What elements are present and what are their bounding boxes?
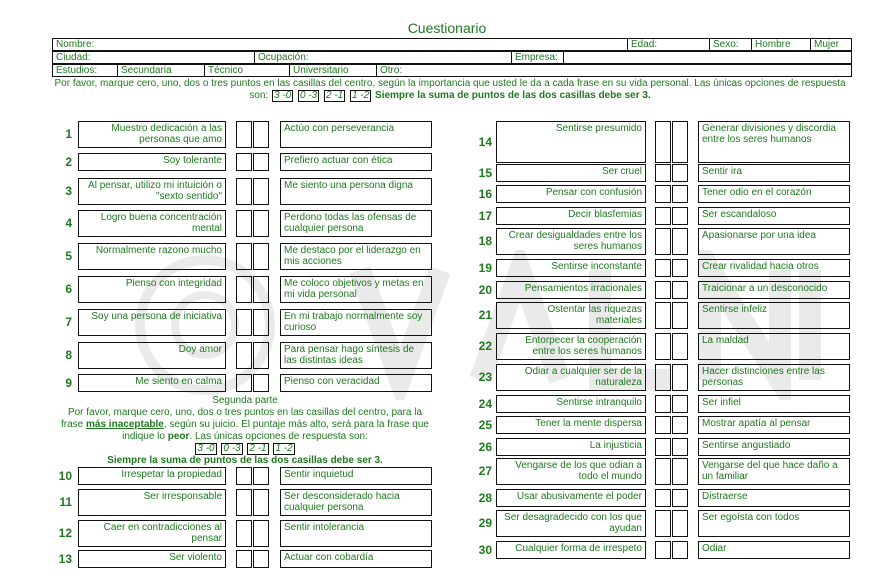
- right-score-box[interactable]: [253, 153, 269, 171]
- item-number: 8: [65, 348, 72, 362]
- left-score-box[interactable]: [236, 178, 252, 205]
- item-right-statement: Apasionarse por una idea: [698, 228, 850, 255]
- item-left-statement: Ostentar las riquezas materiales: [496, 302, 646, 329]
- left-score-box[interactable]: [655, 458, 671, 485]
- left-score-box[interactable]: [655, 416, 671, 434]
- left-score-box[interactable]: [655, 438, 671, 456]
- right-score-box[interactable]: [253, 276, 269, 303]
- item-number: 2: [65, 155, 72, 169]
- part2-l3-post: . Las únicas opciones de respuesta son:: [189, 431, 368, 442]
- item-left-statement: Crear desigualdades entre los seres humanos: [496, 228, 646, 255]
- left-score-box[interactable]: [655, 302, 671, 329]
- item-left-statement: Decir blasfemias: [496, 207, 646, 225]
- item-left-statement: Irrespetar la propiedad: [78, 467, 226, 485]
- left-score-box[interactable]: [236, 309, 252, 336]
- item-right-statement: Prefiero actuar con ética: [280, 153, 432, 171]
- mujer-option[interactable]: Mujer: [811, 39, 852, 51]
- right-score-box[interactable]: [253, 489, 269, 516]
- item-left-statement: Pensar con confusión: [496, 185, 646, 203]
- option-0-3: 0 -3: [299, 90, 318, 101]
- item-left-statement: Al pensar, utilizo mi intuición o "sexto sentido": [78, 178, 226, 205]
- right-score-box[interactable]: [253, 178, 269, 205]
- item-right-statement: Pienso con veracidad: [280, 374, 432, 392]
- item-number: 11: [59, 495, 72, 509]
- edad-field[interactable]: Edad:: [628, 39, 710, 51]
- right-score-box[interactable]: [672, 333, 688, 360]
- item-left-statement: Ser irresponsable: [78, 489, 226, 516]
- item-left-statement: Soy una persona de iniciativa: [78, 309, 226, 336]
- item-number: 16: [478, 187, 492, 201]
- item-number: 28: [478, 491, 492, 505]
- item-number: 1: [65, 127, 72, 141]
- left-score-box[interactable]: [236, 520, 252, 547]
- part2-l2-pre: frase: [61, 419, 87, 430]
- item-left-statement: Sentirse presumido: [496, 121, 646, 163]
- part2-line1: Por favor, marque cero, uno, dos o tres puntos en las casillas del centro, para la: [67, 407, 423, 418]
- left-score-box[interactable]: [236, 210, 252, 237]
- right-score-box[interactable]: [253, 550, 269, 568]
- part2-rule: Siempre la suma de puntos de las dos casillas debe ser 3.: [107, 455, 383, 466]
- item-number: 4: [65, 216, 72, 230]
- item-right-statement: Sentir intolerancia: [280, 520, 432, 547]
- item-left-statement: Caer en contradicciones al pensar: [78, 520, 226, 547]
- secundaria-option[interactable]: Secundaria: [118, 65, 205, 77]
- item-right-statement: Para pensar hago síntesis de las distintas ideas: [280, 342, 432, 369]
- item-number: 24: [478, 397, 492, 411]
- item-left-statement: Me siento en calma: [78, 374, 226, 392]
- item-right-statement: Mostrar apatía al pensar: [698, 416, 850, 434]
- item-left-statement: Soy tolerante: [78, 153, 226, 171]
- item-left-statement: Vengarse de los que odian a todo el mundo: [496, 458, 646, 485]
- left-score-box[interactable]: [655, 489, 671, 507]
- header-row-1: [52, 38, 852, 51]
- item-number: 5: [65, 249, 72, 263]
- right-score-box[interactable]: [672, 510, 688, 537]
- part2-option-1-2: 1 -2: [275, 443, 293, 454]
- item-right-statement: Actúo con perseverancia: [280, 121, 432, 148]
- left-score-box[interactable]: [655, 259, 671, 277]
- right-score-box[interactable]: [253, 342, 269, 369]
- item-left-statement: Entorpecer la cooperación entre los seres humanos: [496, 333, 646, 360]
- item-number: 21: [478, 308, 492, 322]
- part2-l3-pre: indique lo: [122, 431, 168, 442]
- left-score-box[interactable]: [655, 333, 671, 360]
- item-number: 14: [478, 135, 492, 149]
- item-right-statement: La maldad: [698, 333, 850, 360]
- instructions-line2: [20, 90, 880, 102]
- item-left-statement: Usar abusivamente el poder: [496, 489, 646, 507]
- left-score-box[interactable]: [236, 550, 252, 568]
- right-score-box[interactable]: [672, 438, 688, 456]
- right-score-box[interactable]: [672, 458, 688, 485]
- item-number: 26: [478, 440, 492, 454]
- header-row-2: [52, 51, 852, 64]
- item-right-statement: Hacer distinciones entre las personas: [698, 364, 850, 391]
- right-score-box[interactable]: [672, 281, 688, 299]
- right-score-box[interactable]: [253, 210, 269, 237]
- left-score-box[interactable]: [655, 185, 671, 203]
- right-score-box[interactable]: [672, 121, 688, 163]
- item-left-statement: Pienso con integridad: [78, 276, 226, 303]
- item-number: 27: [478, 464, 492, 478]
- tecnico-option[interactable]: Técnico: [205, 65, 290, 77]
- item-number: 12: [58, 526, 72, 540]
- option-1-2: 1 -2: [352, 90, 370, 101]
- item-number: 6: [65, 282, 72, 296]
- left-score-box[interactable]: [655, 364, 671, 391]
- right-score-box[interactable]: [672, 416, 688, 434]
- right-score-box[interactable]: [672, 364, 688, 391]
- left-score-box[interactable]: [655, 510, 671, 537]
- item-number: 17: [478, 209, 492, 223]
- part2-line2: [40, 419, 450, 431]
- nombre-field[interactable]: Nombre:: [53, 39, 628, 51]
- item-left-statement: Ser violento: [78, 550, 226, 568]
- item-right-statement: Sentir inquietud: [280, 467, 432, 485]
- right-score-box[interactable]: [253, 520, 269, 547]
- item-number: 23: [478, 370, 492, 384]
- right-score-box[interactable]: [253, 467, 269, 485]
- instructions-line1: Por favor, marque cero, uno, dos o tres puntos en las casillas del centro, según la importancia que usted le da a cada frase en su vida personal. Las únicas opciones de respuesta: [54, 78, 846, 89]
- header-row-3: [52, 64, 852, 77]
- part2-heading: Segunda parte: [212, 395, 278, 406]
- estudios-label: Estudios:: [53, 65, 118, 77]
- item-left-statement: Cualquier forma de irrespeto: [496, 541, 646, 559]
- right-score-box[interactable]: [253, 309, 269, 336]
- option-2-1: 2 -1: [326, 90, 344, 101]
- right-score-box[interactable]: [672, 259, 688, 277]
- right-score-box[interactable]: [672, 164, 688, 182]
- empresa-label: Empresa:: [512, 52, 564, 64]
- item-left-statement: Tener la mente dispersa: [496, 416, 646, 434]
- part2-emph-inaceptable: más inaceptable: [86, 419, 164, 430]
- left-score-box[interactable]: [236, 276, 252, 303]
- instructions-rule: Siempre la suma de puntos de las dos casillas debe ser 3.: [375, 90, 651, 101]
- item-right-statement: Crear rivalidad hacia otros: [698, 259, 850, 277]
- item-left-statement: Sentirse intranquilo: [496, 395, 646, 413]
- item-right-statement: Odiar: [698, 541, 850, 559]
- item-number: 25: [478, 418, 492, 432]
- item-right-statement: Sentir ira: [698, 164, 850, 182]
- part2-instructions: [40, 395, 450, 467]
- right-score-box[interactable]: [672, 395, 688, 413]
- part2-line3: [40, 431, 450, 443]
- page-title: Cuestionario: [407, 20, 487, 36]
- right-score-box[interactable]: [672, 207, 688, 225]
- item-left-statement: Doy amor: [78, 342, 226, 369]
- item-right-statement: Vengarse del que hace daño a un familiar: [698, 458, 850, 485]
- right-score-box[interactable]: [672, 302, 688, 329]
- option-3-0: 3 -0: [273, 90, 292, 101]
- item-left-statement: Normalmente razono mucho: [78, 243, 226, 270]
- item-left-statement: Muestro dedicación a las personas que amo: [78, 121, 226, 148]
- item-right-statement: Tener odio en el corazón: [698, 185, 850, 203]
- item-right-statement: Actuar con cobardía: [280, 550, 432, 568]
- left-score-box[interactable]: [236, 467, 252, 485]
- hombre-option[interactable]: Hombre: [752, 39, 811, 51]
- ocupacion-field[interactable]: Ocupación:: [255, 52, 512, 64]
- ciudad-field[interactable]: Ciudad:: [53, 52, 255, 64]
- left-score-box[interactable]: [655, 121, 671, 163]
- part2-option-3-0: 3 -0: [197, 443, 215, 454]
- item-left-statement: Sentirse inconstante: [496, 259, 646, 277]
- part2-options: [40, 443, 450, 455]
- item-left-statement: Logro buena concentración mental: [78, 210, 226, 237]
- item-right-statement: Sentirse angustiado: [698, 438, 850, 456]
- item-number: 7: [65, 315, 72, 329]
- item-right-statement: Me siento una persona digna: [280, 178, 432, 205]
- item-right-statement: En mi trabajo normalmente soy curioso: [280, 309, 432, 336]
- item-number: 29: [478, 516, 492, 530]
- right-score-box[interactable]: [672, 228, 688, 255]
- item-number: 22: [478, 339, 492, 353]
- universitario-option[interactable]: Universitario: [290, 65, 377, 77]
- left-score-box[interactable]: [236, 153, 252, 171]
- item-number: 20: [478, 283, 492, 297]
- item-left-statement: Pensamientos irracionales: [496, 281, 646, 299]
- item-left-statement: Odiar a cualquier ser de la naturaleza: [496, 364, 646, 391]
- item-right-statement: Ser desconsiderado hacia cualquier persona: [280, 489, 432, 516]
- left-score-box[interactable]: [236, 342, 252, 369]
- item-right-statement: Me destaco por el liderazgo en mis acciones: [280, 243, 432, 270]
- item-number: 30: [478, 543, 492, 557]
- left-score-box[interactable]: [655, 281, 671, 299]
- part2-emph-peor: peor: [167, 431, 190, 442]
- item-number: 18: [478, 234, 492, 248]
- part2-option-2-1: 2 -1: [249, 443, 267, 454]
- left-score-box[interactable]: [655, 395, 671, 413]
- item-number: 9: [65, 376, 72, 390]
- item-right-statement: Ser egoísta con todos: [698, 510, 850, 537]
- item-right-statement: Traicionar a un desconocido: [698, 281, 850, 299]
- item-left-statement: Ser cruel: [496, 164, 646, 182]
- item-right-statement: Generar divisiones y discordia entre los seres humanos: [698, 121, 850, 163]
- left-score-box[interactable]: [655, 541, 671, 559]
- left-score-box[interactable]: [655, 164, 671, 182]
- part2-l2-post: , según su juicio. El puntaje más alto, será para la frase que: [163, 419, 429, 430]
- left-score-box[interactable]: [236, 489, 252, 516]
- item-right-statement: Distraerse: [698, 489, 850, 507]
- left-score-box[interactable]: [655, 207, 671, 225]
- sexo-label: Sexo:: [710, 39, 752, 51]
- left-score-box[interactable]: [655, 228, 671, 255]
- right-score-box[interactable]: [672, 185, 688, 203]
- right-score-box[interactable]: [253, 121, 269, 148]
- item-number: 19: [478, 261, 492, 275]
- item-right-statement: Perdono todas las ofensas de cualquier persona: [280, 210, 432, 237]
- item-left-statement: Ser desagradecido con los que ayudan: [496, 510, 646, 537]
- item-right-statement: Ser infiel: [698, 395, 850, 413]
- item-number: 13: [58, 552, 72, 566]
- item-right-statement: Me coloco objetivos y metas en mi vida personal: [280, 276, 432, 303]
- right-score-box[interactable]: [253, 374, 269, 392]
- left-score-box[interactable]: [236, 121, 252, 148]
- empresa-field[interactable]: [564, 52, 852, 64]
- instructions-son: son:: [249, 90, 269, 101]
- item-number: 15: [478, 166, 492, 180]
- part2-option-0-3: 0 -3: [223, 443, 241, 454]
- item-number: 3: [65, 184, 72, 198]
- left-score-box[interactable]: [236, 243, 252, 270]
- item-left-statement: La injusticia: [496, 438, 646, 456]
- right-score-box[interactable]: [672, 541, 688, 559]
- otro-field[interactable]: Otro:: [377, 65, 852, 77]
- item-right-statement: Ser escandaloso: [698, 207, 850, 225]
- item-number: 10: [58, 469, 72, 483]
- right-score-box[interactable]: [253, 243, 269, 270]
- item-right-statement: Sentirse infeliz: [698, 302, 850, 329]
- left-score-box[interactable]: [236, 374, 252, 392]
- instructions: [20, 78, 880, 102]
- right-score-box[interactable]: [672, 489, 688, 507]
